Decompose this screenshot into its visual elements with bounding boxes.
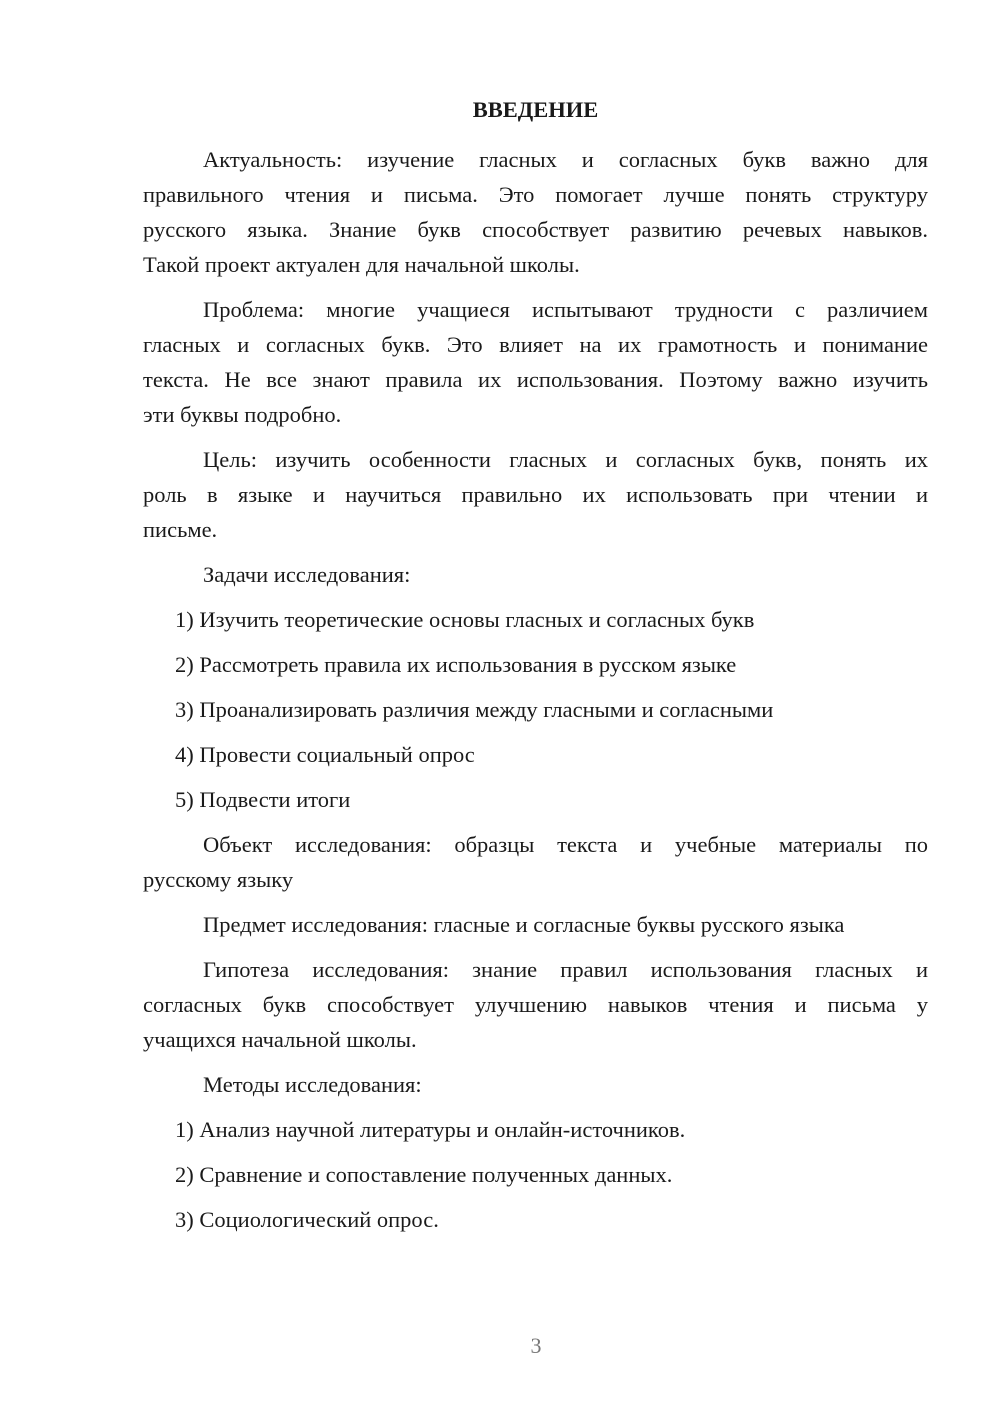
text-line: русскому языку	[143, 867, 294, 892]
task-item: 4) Провести социальный опрос	[175, 742, 475, 767]
text-line: эти буквы подробно.	[143, 402, 342, 427]
text-line: Объект исследования: образцы текста и учебные материалы по	[203, 832, 928, 857]
subject-paragraph: Предмет исследования: гласные и согласные буквы русского языка	[203, 912, 845, 937]
method-item: 3) Социологический опрос.	[175, 1207, 439, 1232]
text-line: Цель: изучить особенности гласных и согласных букв, понять их	[203, 447, 928, 472]
text-line: Проблема: многие учащиеся испытывают трудности с различием	[203, 297, 928, 322]
text-line: гласных и согласных букв. Это влияет на их грамотность и понимание	[143, 332, 928, 357]
task-item: 5) Подвести итоги	[175, 787, 351, 812]
text-line: русского языка. Знание букв способствует развитию речевых навыков.	[143, 217, 928, 242]
problem-paragraph	[143, 292, 928, 432]
section-title: ВВЕДЕНИЕ	[472, 97, 599, 122]
text-line: правильного чтения и письма. Это помогает лучше понять структуру	[143, 182, 928, 207]
hypothesis-paragraph	[143, 952, 928, 1057]
document-page	[143, 92, 928, 1237]
method-item: 1) Анализ научной литературы и онлайн-источников.	[175, 1117, 686, 1142]
text-line: Гипотеза исследования: знание правил использования гласных и	[203, 957, 928, 982]
text-line: Актуальность: изучение гласных и согласных букв важно для	[203, 147, 928, 172]
methods-label: Методы исследования:	[203, 1072, 422, 1097]
text-line: письме.	[143, 517, 218, 542]
task-item: 3) Проанализировать различия между гласными и согласными	[175, 697, 774, 722]
task-item: 1) Изучить теоретические основы гласных и согласных букв	[175, 607, 755, 632]
relevance-paragraph	[143, 142, 928, 282]
method-item: 2) Сравнение и сопоставление полученных данных.	[175, 1162, 673, 1187]
text-line: согласных букв способствует улучшению навыков чтения и письма у	[143, 992, 928, 1017]
task-item: 2) Рассмотреть правила их использования в русском языке	[175, 652, 737, 677]
page-number: 3	[530, 1333, 542, 1358]
text-line: учащихся начальной школы.	[143, 1027, 417, 1052]
tasks-label: Задачи исследования:	[203, 562, 411, 587]
text-line: роль в языке и научиться правильно их использовать при чтении и	[143, 482, 928, 507]
text-line: Такой проект актуален для начальной школы.	[143, 252, 580, 277]
text-line: текста. Не все знают правила их использования. Поэтому важно изучить	[143, 367, 928, 392]
goal-paragraph	[143, 442, 928, 547]
object-paragraph	[143, 827, 928, 897]
